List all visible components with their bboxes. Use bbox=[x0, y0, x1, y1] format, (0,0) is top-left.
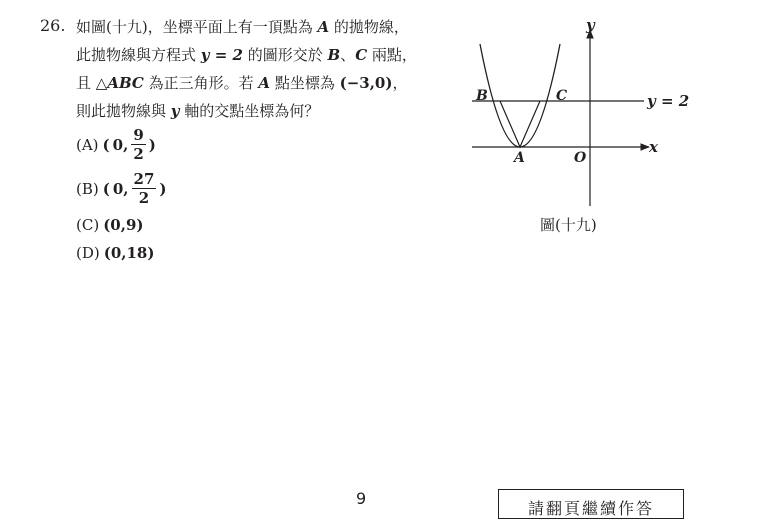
figure-caption: 圖(十九) bbox=[540, 216, 597, 234]
coord-first: 0, bbox=[112, 179, 129, 198]
label-a: A bbox=[514, 150, 525, 166]
option-label: (C) bbox=[76, 216, 100, 234]
question-line-3 bbox=[76, 72, 407, 93]
text: ，坐標平面上有一頂點為 bbox=[147, 18, 318, 36]
paren: ) bbox=[148, 135, 156, 154]
continue-note-box: 請翻頁繼續作答 bbox=[498, 489, 684, 519]
option-label: (B) bbox=[76, 179, 99, 198]
option-value: (0,18) bbox=[103, 244, 155, 262]
paren: ( bbox=[102, 179, 110, 198]
option-d[interactable] bbox=[76, 244, 154, 262]
question-number: 26. bbox=[40, 16, 66, 35]
text: ， bbox=[392, 74, 408, 92]
figure-ref: (十九) bbox=[106, 18, 148, 36]
text: 此拋物線與方程式 bbox=[76, 46, 201, 64]
text: 則此拋物線與 bbox=[76, 102, 171, 120]
point-a: A bbox=[317, 18, 330, 36]
page-number: 9 bbox=[356, 489, 367, 508]
text: 的圖形交於 bbox=[242, 46, 328, 64]
point-a: A bbox=[258, 74, 271, 92]
option-b[interactable] bbox=[76, 170, 167, 207]
fraction bbox=[131, 126, 145, 163]
text: 的拋物線， bbox=[329, 18, 409, 36]
text: 且 △ bbox=[76, 74, 108, 92]
y-axis-ref: y bbox=[170, 102, 180, 120]
question-line-2 bbox=[76, 44, 417, 65]
text: 軸的交點坐標為何？ bbox=[179, 102, 320, 120]
label-b: B bbox=[476, 88, 488, 104]
point-c: C bbox=[355, 46, 368, 64]
triangle bbox=[500, 101, 540, 147]
label-o: O bbox=[574, 150, 587, 166]
question-line-4 bbox=[76, 100, 319, 121]
figure-19 bbox=[466, 14, 696, 214]
option-value: (0,9) bbox=[103, 216, 144, 234]
separator: 、 bbox=[340, 46, 356, 64]
fraction bbox=[132, 170, 157, 207]
numerator: 9 bbox=[133, 126, 144, 144]
option-label: (A) bbox=[76, 135, 99, 154]
coord-first: 0, bbox=[112, 135, 129, 154]
coordinate: (−3,0) bbox=[339, 74, 393, 92]
point-b: B bbox=[327, 46, 341, 64]
option-label: (D) bbox=[76, 244, 100, 262]
paren: ) bbox=[159, 179, 167, 198]
text: 兩點， bbox=[367, 46, 417, 64]
label-c: C bbox=[556, 88, 568, 104]
parabola bbox=[480, 44, 560, 147]
option-a[interactable] bbox=[76, 126, 156, 163]
denominator: 2 bbox=[133, 145, 144, 163]
line-label: y = 2 bbox=[647, 92, 690, 110]
numerator: 27 bbox=[133, 170, 155, 188]
text: 為正三角形。若 bbox=[143, 74, 259, 92]
x-axis-label: x bbox=[649, 138, 658, 156]
y-axis-label: y bbox=[586, 16, 595, 34]
text: 點坐標為 bbox=[270, 74, 340, 92]
denominator: 2 bbox=[138, 189, 150, 207]
triangle-abc: ABC bbox=[107, 74, 144, 92]
text: 如圖 bbox=[76, 18, 107, 36]
equation: y = 2 bbox=[200, 46, 243, 64]
paren: ( bbox=[102, 135, 110, 154]
option-c[interactable] bbox=[76, 216, 143, 234]
question-line-1 bbox=[76, 16, 409, 37]
